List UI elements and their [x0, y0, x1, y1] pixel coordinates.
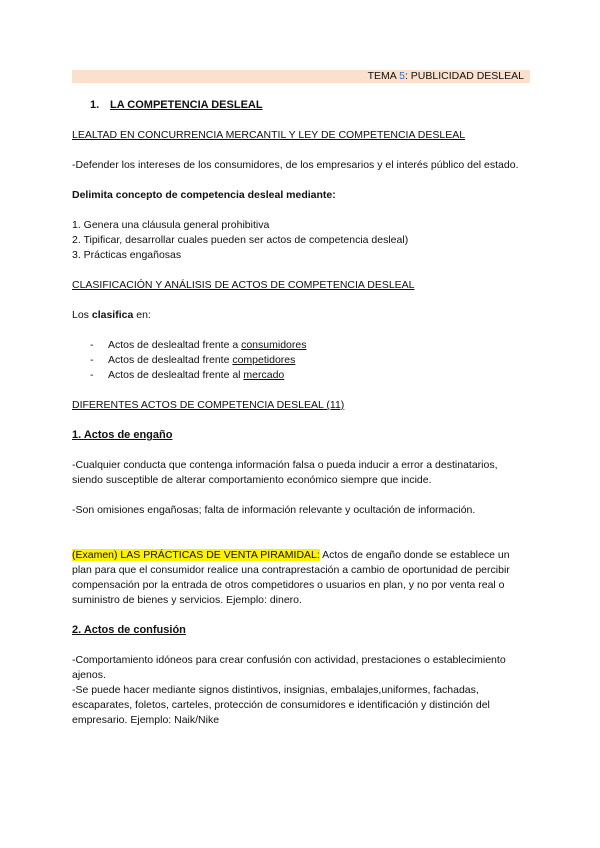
list-item-underlined: consumidores: [241, 339, 307, 351]
list-item-text: Actos de deslealtad frente al: [108, 369, 244, 381]
clasifica-paragraph: [72, 308, 530, 323]
clasifica-list: [72, 338, 530, 383]
clasifica-pre: Los: [72, 309, 92, 321]
confusion-paragraph-1: -Comportamiento idóneos para crear confusión con actividad, prestaciones o establecimiento ajenos.: [72, 654, 506, 681]
list-item: [90, 338, 530, 353]
lealtad-heading: LEALTAD EN CONCURRENCIA MERCANTIL Y LEY DE COMPETENCIA DESLEAL: [72, 129, 466, 141]
list-item: 2. Tipificar, desarrollar cuales pueden ser actos de competencia desleal): [72, 234, 409, 246]
list-item-underlined: competidores: [232, 354, 296, 366]
list-item-text: Actos de deslealtad frente a: [108, 339, 242, 351]
clasificacion-heading: CLASIFICACIÓN Y ANÁLISIS DE ACTOS DE COMPETENCIA DESLEAL: [72, 279, 415, 291]
list-item-text: Actos de deslealtad frente: [108, 354, 233, 366]
engano-heading: 1. Actos de engaño: [72, 429, 173, 441]
section-title: LA COMPETENCIA DESLEAL: [110, 99, 263, 111]
section-heading: [90, 98, 530, 113]
topic-label: TEMA: [367, 70, 397, 82]
engano-paragraph-1: -Cualquier conducta que contenga información falsa o pueda inducir a error a destinatarios, siendo susceptible de alterar comportamiento económico siempre que incide.: [72, 459, 498, 486]
delimita-list: [72, 218, 530, 263]
clasifica-bold: clasifica: [91, 309, 134, 321]
section-number: 1.: [90, 99, 100, 111]
delimita-heading: Delimita concepto de competencia desleal mediante:: [72, 189, 336, 201]
clasifica-post: en:: [133, 309, 151, 321]
list-item: [90, 353, 530, 368]
list-item: [90, 368, 530, 383]
topic-header: [72, 70, 530, 83]
list-item: 1. Genera una cláusula general prohibitiva: [72, 219, 270, 231]
topic-number: 5: [399, 70, 405, 82]
list-item: 3. Prácticas engañosas: [72, 249, 182, 261]
diferentes-heading: DIFERENTES ACTOS DE COMPETENCIA DESLEAL (11): [72, 399, 345, 411]
confusion-paragraph-2: -Se puede hacer mediante signos distintivos, insignias, embalajes,uniformes, fachadas, escaparates, foletos, carteles, protección de consumidores e identificación y distinción del empresario. Ejemplo: Naik/Nike: [72, 684, 490, 726]
defender-paragraph: -Defender los intereses de los consumidores, de los empresarios y el interés público del estado.: [72, 159, 519, 171]
document-page: [72, 70, 530, 728]
list-item-underlined: mercado: [243, 369, 285, 381]
confusion-heading: 2. Actos de confusión: [72, 624, 186, 636]
engano-paragraph-2: -Son omisiones engañosas; falta de información relevante y ocultación de información.: [72, 504, 476, 516]
topic-title: : PUBLICIDAD DESLEAL: [404, 70, 524, 82]
examen-paragraph: [72, 548, 530, 608]
examen-highlight: (Examen) LAS PRÁCTICAS DE VENTA PIRAMIDAL:: [72, 549, 320, 561]
examen-text: Actos de engaño donde se establece un plan para que el consumidor realice una contraprestación a cambio de oportunidad de percibir compensación por la entrada de otros competidores o usuarios en plan, y no por venta real o suministro de bienes y servicios. Ejemplo: dinero.: [72, 549, 510, 606]
